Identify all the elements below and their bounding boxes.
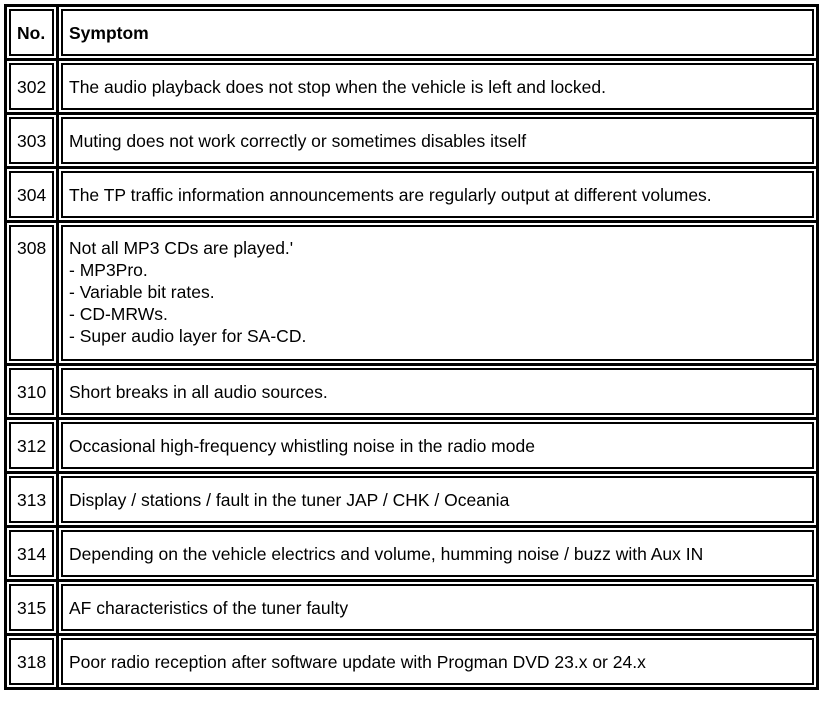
row-symptom: Poor radio reception after software update with Progman DVD 23.x or 24.x [59,636,816,687]
symptom-line: - Variable bit rates. [69,282,215,302]
table-row [7,474,816,528]
table-row [7,582,816,636]
row-number: 302 [7,61,59,115]
row-number: 312 [7,420,59,474]
row-symptom: AF characteristics of the tuner faulty [59,582,816,636]
table-row [7,636,816,687]
table-row [7,223,816,366]
row-number: 313 [7,474,59,528]
symptom-line: Not all MP3 CDs are played.' [69,238,294,258]
symptom-line: - Super audio layer for SA-CD. [69,326,307,346]
row-symptom [59,223,816,366]
header-no: No. [7,7,59,61]
table-row [7,169,816,223]
symptom-line: - MP3Pro. [69,260,148,280]
row-number: 303 [7,115,59,169]
header-symptom: Symptom [59,7,816,61]
row-number: 318 [7,636,59,687]
row-symptom: The TP traffic information announcements are regularly output at different volumes. [59,169,816,223]
row-symptom: Depending on the vehicle electrics and volume, humming noise / buzz with Aux IN [59,528,816,582]
table-row [7,61,816,115]
table-row [7,528,816,582]
row-number: 310 [7,366,59,420]
row-symptom: Display / stations / fault in the tuner JAP / CHK / Oceania [59,474,816,528]
row-symptom: Short breaks in all audio sources. [59,366,816,420]
symptom-table [4,4,819,690]
row-symptom: Occasional high-frequency whistling noise in the radio mode [59,420,816,474]
table-row [7,420,816,474]
symptom-line: - CD-MRWs. [69,304,168,324]
table-row [7,366,816,420]
row-symptom: The audio playback does not stop when the vehicle is left and locked. [59,61,816,115]
row-number: 314 [7,528,59,582]
row-symptom: Muting does not work correctly or sometimes disables itself [59,115,816,169]
row-number: 308 [7,223,59,366]
row-number: 304 [7,169,59,223]
row-number: 315 [7,582,59,636]
table-row [7,115,816,169]
table-header-row [7,7,816,61]
